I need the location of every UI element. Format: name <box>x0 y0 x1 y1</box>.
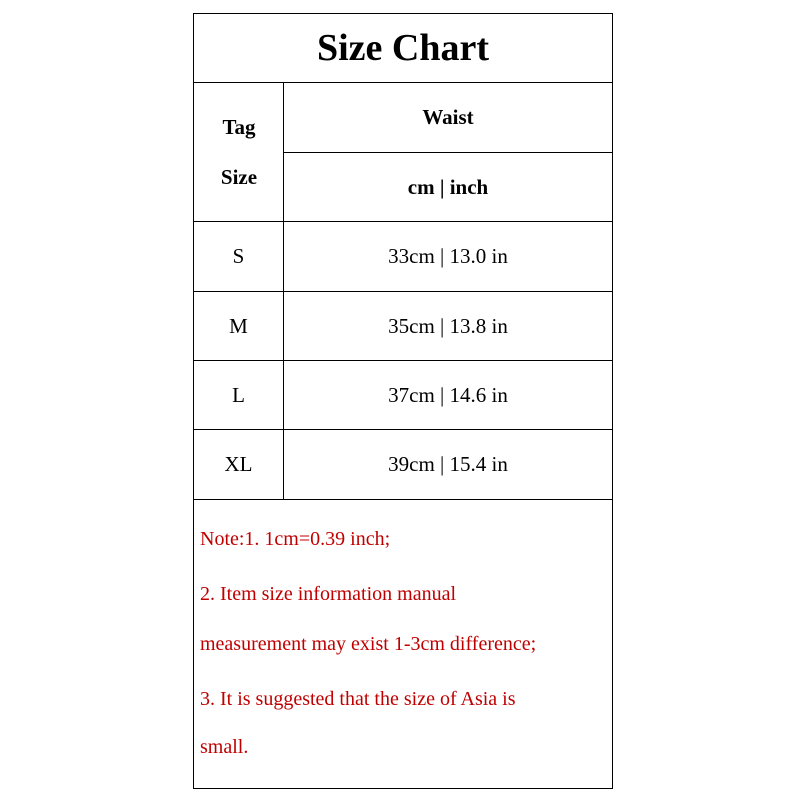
waist-cell: 37cm | 14.6 in <box>388 382 508 407</box>
waist-cell: 35cm | 13.8 in <box>388 313 508 338</box>
note-line: Note:1. 1cm=0.39 inch; <box>200 528 391 550</box>
note-line: 2. Item size information manual <box>200 583 457 605</box>
waist-cell: 33cm | 13.0 in <box>388 243 508 268</box>
size-cell: S <box>232 243 245 268</box>
size-cell: L <box>232 382 245 407</box>
size-chart-table <box>193 13 613 789</box>
size-cell: XL <box>224 451 253 476</box>
waist-header: Waist <box>422 105 474 129</box>
tag-size-header <box>194 83 284 221</box>
note-line: measurement may exist 1-3cm difference; <box>200 633 537 655</box>
units-header: cm | inch <box>407 174 489 199</box>
chart-title: Size Chart <box>194 14 612 83</box>
size-cell: M <box>229 313 248 338</box>
note-line: small. <box>200 736 249 758</box>
waist-cell: 39cm | 15.4 in <box>388 451 508 476</box>
note-line: 3. It is suggested that the size of Asia is <box>200 688 516 710</box>
row-divider <box>194 499 612 500</box>
tag-size-header-line1: Tag <box>222 115 256 139</box>
tag-size-header-line2: Size <box>220 165 258 189</box>
